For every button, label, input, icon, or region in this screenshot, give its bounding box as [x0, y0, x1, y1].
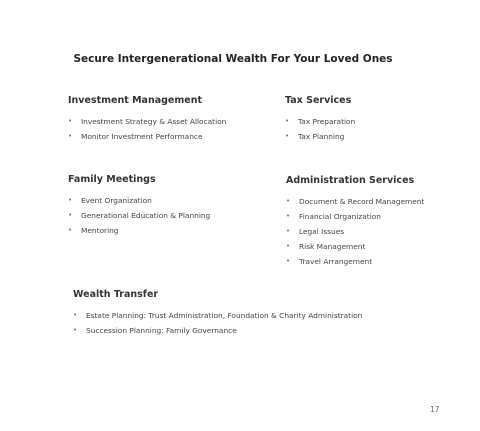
bullet-icon: • — [68, 211, 73, 219]
list-item-text: Generational Education & Planning — [81, 211, 211, 220]
bullet-icon: • — [68, 117, 73, 125]
list-item — [73, 323, 362, 338]
list-item-text: Tax Preparation — [298, 117, 356, 126]
list-item-text: Monitor Investment Performance — [81, 132, 203, 141]
list-item-text: Financial Organization — [299, 212, 381, 221]
list-item-text: Estate Planning: Trust Administration, Foundation & Charity Administration — [86, 311, 363, 320]
section-wealth-transfer — [73, 289, 362, 338]
section-heading: Wealth Transfer — [73, 289, 159, 300]
bullet-icon: • — [285, 117, 290, 125]
section-tax-services — [285, 95, 355, 144]
list-item — [286, 254, 424, 269]
bullet-icon: • — [286, 257, 291, 265]
section-heading: Tax Services — [285, 95, 352, 106]
bullet-list — [73, 308, 362, 338]
list-item — [68, 114, 226, 129]
bullet-list — [285, 114, 355, 144]
list-item — [68, 129, 226, 144]
bullet-list — [68, 114, 226, 144]
bullet-icon: • — [68, 132, 73, 140]
bullet-icon: • — [285, 132, 290, 140]
bullet-icon: • — [68, 226, 73, 234]
list-item — [286, 224, 424, 239]
list-item-text: Succession Planning: Family Governance — [86, 326, 237, 335]
list-item-text: Risk Management — [299, 242, 366, 251]
section-heading: Investment Management — [68, 95, 203, 106]
section-family-meetings — [68, 174, 210, 238]
bullet-list — [286, 194, 424, 269]
list-item-text: Travel Arrangement — [299, 257, 373, 266]
list-item — [286, 194, 424, 209]
bullet-icon: • — [286, 212, 291, 220]
list-item-text: Investment Strategy & Asset Allocation — [81, 117, 227, 126]
list-item — [286, 239, 424, 254]
list-item-text: Document & Record Management — [299, 197, 425, 206]
list-item — [68, 193, 210, 208]
list-item-text: Tax Planning — [298, 132, 345, 141]
page-title: Secure Intergenerational Wealth For Your Loved Ones — [73, 53, 393, 65]
section-heading: Family Meetings — [68, 174, 156, 185]
list-item — [285, 114, 355, 129]
bullet-icon: • — [286, 242, 291, 250]
list-item — [68, 208, 210, 223]
list-item-text: Mentoring — [81, 226, 119, 235]
list-item-text: Event Organization — [81, 196, 152, 205]
list-item-text: Legal Issues — [299, 227, 345, 236]
list-item — [285, 129, 355, 144]
page-number: 17 — [430, 405, 440, 414]
bullet-list — [68, 193, 210, 238]
bullet-icon: • — [286, 197, 291, 205]
section-administration-services — [286, 175, 424, 269]
section-heading: Administration Services — [286, 175, 415, 186]
section-investment-management — [68, 95, 226, 144]
bullet-icon: • — [73, 311, 78, 319]
list-item — [73, 308, 362, 323]
list-item — [286, 209, 424, 224]
bullet-icon: • — [68, 196, 73, 204]
list-item — [68, 223, 210, 238]
bullet-icon: • — [73, 326, 78, 334]
bullet-icon: • — [286, 227, 291, 235]
